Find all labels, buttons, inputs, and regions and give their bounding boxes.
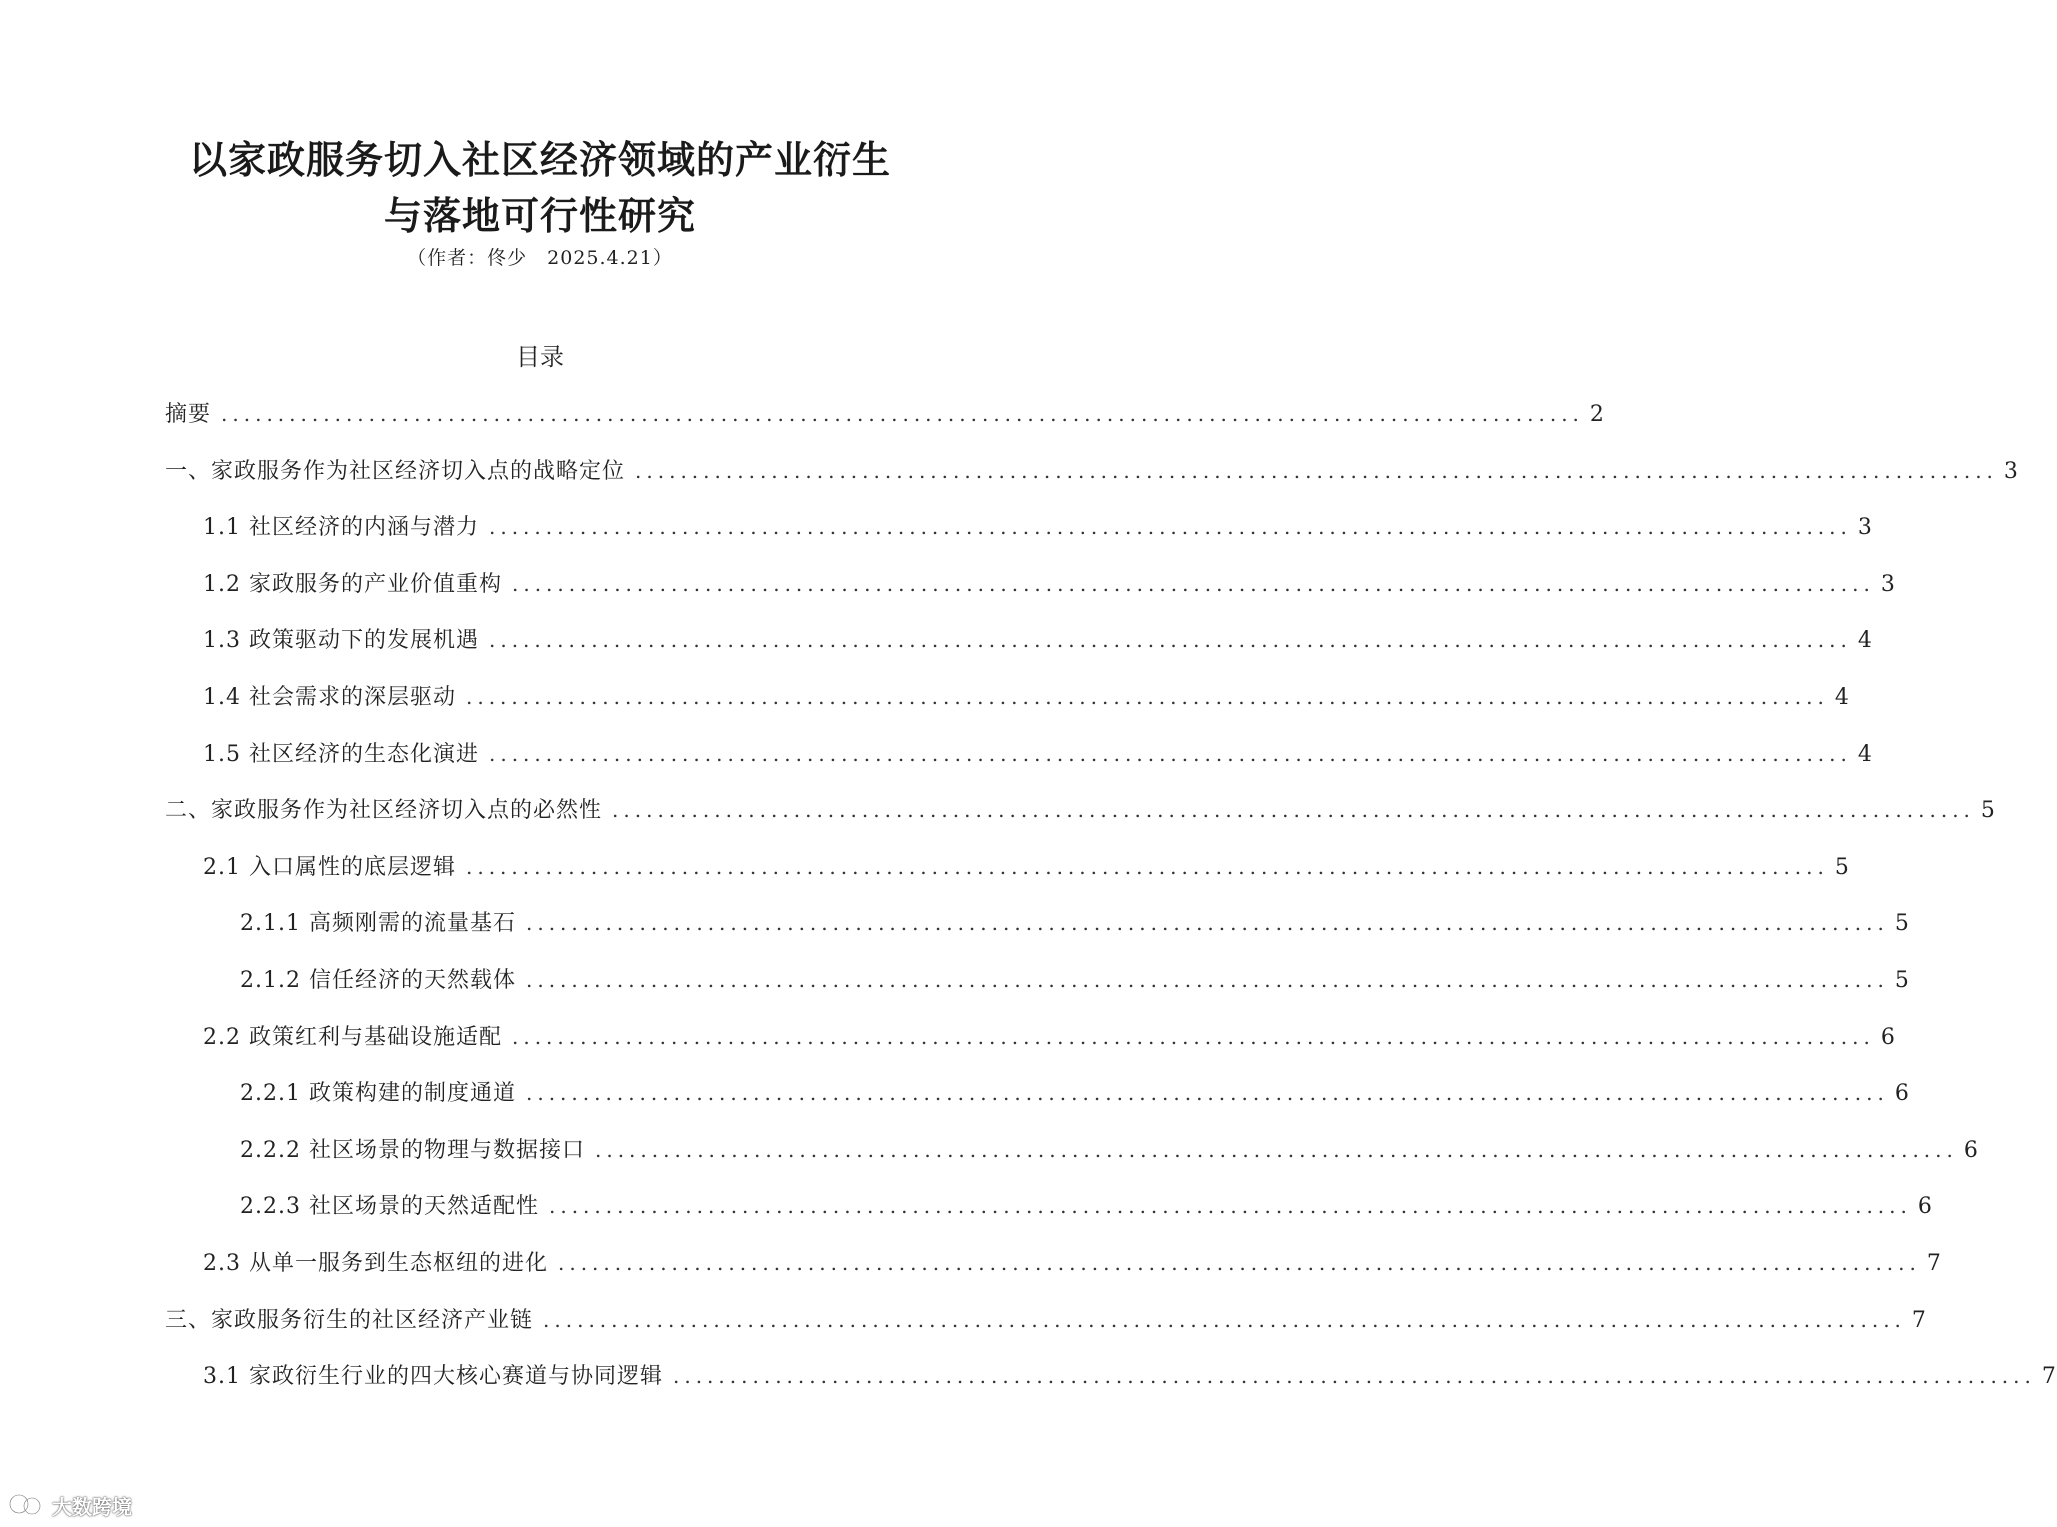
toc-entry-page-number: 4 [1857,628,1873,653]
toc-entry[interactable] [203,736,1873,772]
toc-entry[interactable] [240,1132,1979,1168]
toc-entry-label: 1.4 社会需求的深层驱动 [203,685,456,710]
toc-entry-label: 1.2 家政服务的产业价值重构 [203,572,502,597]
toc-entry-label: 1.3 政策驱动下的发展机遇 [203,628,479,653]
toc-entry-page-number: 7 [1911,1308,1927,1333]
watermark [8,1490,132,1520]
chat-bubbles-icon [8,1492,46,1518]
toc-entry[interactable] [203,566,1896,602]
toc-entry[interactable] [240,1188,1933,1224]
toc-leader-dots: ........................................................................................................................ [672,1364,2036,1388]
toc-leader-dots: ........................................................................................................................ [525,1081,1889,1105]
toc-entry-page-number: 6 [1917,1194,1933,1219]
toc-entry[interactable] [240,1075,1910,1111]
toc-leader-dots: ........................................................................................................................ [511,572,1875,596]
toc-entry-label: 1.5 社区经济的生态化演进 [203,742,479,767]
toc-leader-dots: ........................................................................................................................ [635,459,1998,483]
toc-entry-label: 二、家政服务作为社区经济切入点的必然性 [165,798,603,823]
toc-entry-page-number: 6 [1894,1081,1910,1106]
toc-entry-label: 2.1.1 高频刚需的流量基石 [240,911,516,936]
toc-entry-page-number: 4 [1834,685,1850,710]
document-title-line-1: 以家政服务切入社区经济领域的产业衍生 [188,137,891,182]
toc-entry-label: 2.1.2 信任经济的天然载体 [240,968,516,993]
toc-entry-label: 一、家政服务作为社区经济切入点的战略定位 [165,459,626,484]
toc-entry[interactable] [203,849,1850,885]
toc-entry[interactable] [203,1245,1942,1281]
toc-entry-label: 3.1 家政衍生行业的四大核心赛道与协同逻辑 [203,1364,663,1389]
toc-entry-label: 2.2.3 社区场景的天然适配性 [240,1194,539,1219]
toc-heading: 目录 [516,343,564,371]
toc-entry[interactable] [203,509,1873,545]
toc-entry-label: 2.1 入口属性的底层逻辑 [203,855,456,880]
toc-entry-page-number: 7 [1926,1251,1942,1276]
toc-entry-label: 2.3 从单一服务到生态枢纽的进化 [203,1251,548,1276]
toc-entry[interactable] [165,453,2019,489]
toc-entry-label: 摘要 [165,402,212,427]
toc-entry-page-number: 7 [2041,1364,2057,1389]
toc-entry-page-number: 5 [1834,855,1850,880]
toc-leader-dots: ........................................................................................................................ [465,855,1829,879]
document-title-line-2: 与落地可行性研究 [383,193,696,238]
toc-entry-label: 三、家政服务衍生的社区经济产业链 [165,1308,534,1333]
toc-entry[interactable] [240,962,1910,998]
toc-entry-page-number: 4 [1857,742,1873,767]
toc-leader-dots: ........................................................................................................................ [543,1308,1906,1332]
toc-entry-page-number: 6 [1963,1138,1979,1163]
toc-entry-label: 2.2.1 政策构建的制度通道 [240,1081,516,1106]
author-line: （作者：佟少 2025.4.21） [407,247,673,269]
toc-leader-dots: ........................................................................................................................ [488,628,1852,652]
toc-leader-dots: ........................................................................................................................ [548,1194,1912,1218]
toc-entry[interactable] [165,792,1996,828]
toc-leader-dots: ........................................................................................................................ [511,1025,1875,1049]
toc-leader-dots: ........................................................................................................................ [525,911,1889,935]
toc-entry[interactable] [203,622,1873,658]
toc-leader-dots: ........................................................................................................................ [525,968,1889,992]
watermark-text: 大数跨境 [52,1494,132,1519]
toc-entry-page-number: 5 [1894,911,1910,936]
toc-leader-dots: ........................................................................................................................ [488,742,1852,766]
toc-entry-page-number: 5 [1980,798,1996,823]
toc-leader-dots: ........................................................................................................................ [594,1138,1958,1162]
toc-entry-page-number: 2 [1589,402,1605,427]
toc-entry-label: 1.1 社区经济的内涵与潜力 [203,515,479,540]
toc-entry-page-number: 5 [1894,968,1910,993]
toc-entry-page-number: 3 [2003,459,2019,484]
toc-entry[interactable] [203,679,1850,715]
toc-leader-dots: ........................................................................................................................ [557,1251,1921,1275]
toc-entry[interactable] [165,396,1605,432]
toc-entry-page-number: 3 [1857,515,1873,540]
toc-entry[interactable] [203,1019,1896,1055]
toc-leader-dots: ........................................................................................................................ [612,798,1975,822]
toc-leader-dots: ........................................................................................................................ [221,402,1584,426]
toc-entry[interactable] [165,1302,1927,1338]
toc-entry-page-number: 3 [1880,572,1896,597]
toc-leader-dots: ........................................................................................................................ [465,685,1829,709]
toc-entry[interactable] [203,1358,2057,1394]
toc-entry-page-number: 6 [1880,1025,1896,1050]
toc-leader-dots: ........................................................................................................................ [488,515,1852,539]
toc-entry[interactable] [240,905,1910,941]
toc-entry-label: 2.2.2 社区场景的物理与数据接口 [240,1138,585,1163]
toc-entry-label: 2.2 政策红利与基础设施适配 [203,1025,502,1050]
